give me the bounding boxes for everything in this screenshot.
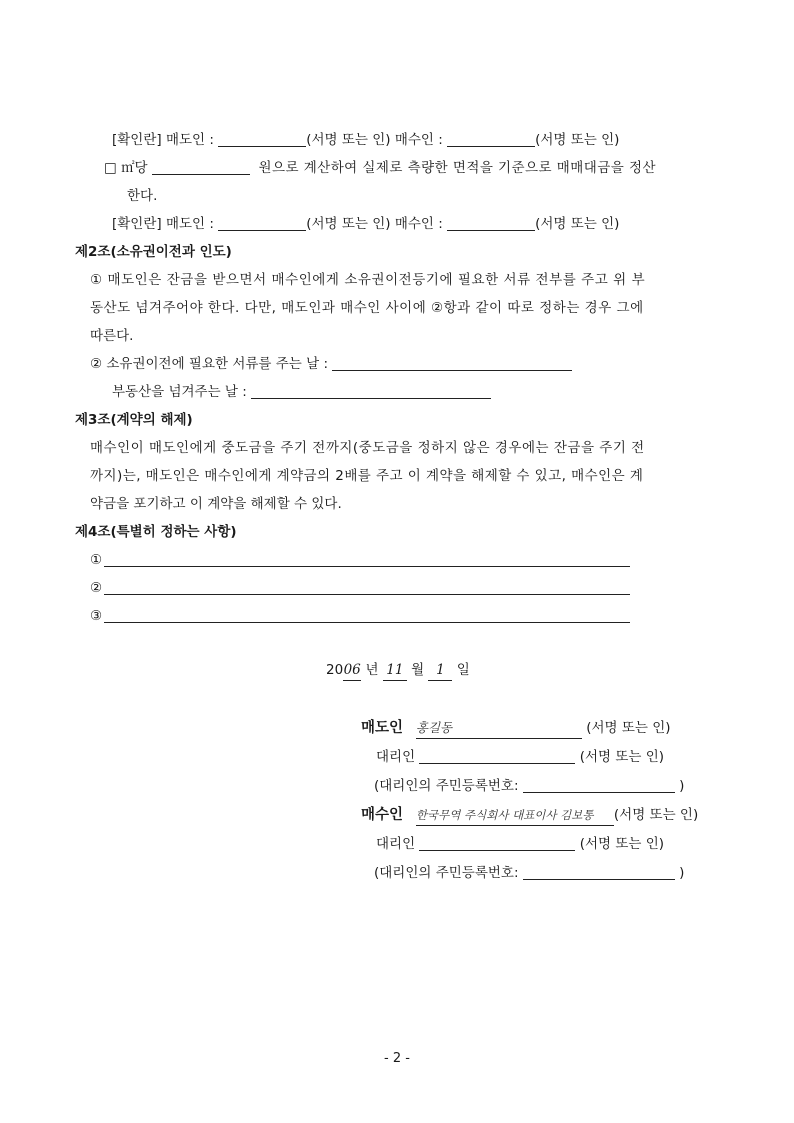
item-number: ① bbox=[90, 552, 103, 568]
area-option-text: 원으로 계산하여 실제로 측량한 면적을 기준으로 매매대금을 정산 bbox=[258, 160, 656, 176]
buyer-agent-id-label: (대리인의 주민등록번호: bbox=[374, 865, 519, 881]
buyer-confirm-blank[interactable] bbox=[447, 215, 535, 231]
article2-p2 bbox=[90, 354, 572, 374]
buyer-agent-id-blank[interactable] bbox=[523, 864, 675, 880]
buyer-agent-id-row bbox=[374, 863, 684, 883]
article2-p1-line2: 동산도 넘겨주어야 한다. 다만, 매도인과 매수인 사이에 ②항과 같이 따로 정하는 경우 그에 bbox=[90, 300, 644, 316]
confirm-row-1 bbox=[112, 130, 619, 150]
contract-date bbox=[326, 660, 470, 681]
year-prefix: 20 bbox=[326, 662, 344, 678]
seller-confirm-blank[interactable] bbox=[218, 131, 306, 147]
confirm-mid: (서명 또는 인) 매수인 : bbox=[306, 132, 443, 148]
special-item-blank[interactable] bbox=[104, 607, 630, 623]
day-value[interactable]: 1 bbox=[428, 660, 452, 681]
article3-line3: 약금을 포기하고 이 계약을 해제할 수 있다. bbox=[90, 496, 342, 512]
article2-title: 제2조(소유권이전과 인도) bbox=[75, 244, 232, 260]
month-value[interactable]: 11 bbox=[383, 660, 407, 681]
special-item-1 bbox=[90, 550, 630, 570]
day-unit: 일 bbox=[456, 662, 470, 678]
area-option-row bbox=[104, 158, 656, 178]
year-value[interactable]: 06 bbox=[343, 660, 361, 681]
seller-label: 매도인 bbox=[361, 720, 404, 736]
buyer-agent-sign: (서명 또는 인) bbox=[579, 836, 665, 852]
seller-agent-id-row bbox=[374, 776, 684, 796]
article2-p1-line3: 따른다. bbox=[90, 328, 134, 344]
page-number: - 2 - bbox=[384, 1051, 410, 1066]
unit-label: ㎡당 bbox=[121, 160, 148, 176]
year-unit: 년 bbox=[365, 662, 379, 678]
buyer-label: 매수인 bbox=[361, 807, 404, 823]
docs-date-blank[interactable] bbox=[332, 355, 572, 371]
seller-name[interactable]: 홍길동 bbox=[416, 718, 582, 739]
buyer-agent-blank[interactable] bbox=[419, 835, 575, 851]
seller-confirm-blank[interactable] bbox=[218, 215, 306, 231]
seller-sign: (서명 또는 인) bbox=[586, 720, 671, 736]
close-paren: ) bbox=[679, 865, 685, 881]
confirm-prefix: [확인란] 매도인 : bbox=[112, 132, 214, 148]
special-item-blank[interactable] bbox=[104, 579, 630, 595]
confirm-mid: (서명 또는 인) 매수인 : bbox=[306, 216, 443, 232]
buyer-agent-row bbox=[376, 834, 664, 854]
buyer-sign: (서명 또는 인) bbox=[613, 807, 699, 823]
item-number: ③ bbox=[90, 608, 103, 624]
close-paren: ) bbox=[679, 778, 685, 794]
checkbox-icon[interactable]: □ bbox=[104, 160, 117, 176]
handover-date-blank[interactable] bbox=[251, 383, 491, 399]
seller-agent-blank[interactable] bbox=[419, 748, 575, 764]
seller-agent-sign: (서명 또는 인) bbox=[579, 749, 665, 765]
seller-agent-id-blank[interactable] bbox=[523, 777, 675, 793]
docs-date-label: ② 소유권이전에 필요한 서류를 주는 날 : bbox=[90, 356, 329, 372]
article2-p1-line1: ① 매도인은 잔금을 받으면서 매수인에게 소유권이전등기에 필요한 서류 전부를 주고 위 부 bbox=[90, 272, 646, 288]
confirm-suffix: (서명 또는 인) bbox=[535, 216, 620, 232]
article3-line1: 매수인이 매도인에게 중도금을 주기 전까지(중도금을 정하지 않은 경우에는 잔금을 주기 전 bbox=[90, 440, 645, 456]
special-item-3 bbox=[90, 606, 630, 626]
unit-price-blank[interactable] bbox=[152, 159, 250, 175]
buyer-confirm-blank[interactable] bbox=[447, 131, 535, 147]
buyer-name[interactable]: 한국무역 주식회사 대표이사 김보통 bbox=[416, 805, 614, 826]
month-unit: 월 bbox=[411, 662, 425, 678]
seller-agent-label: 대리인 bbox=[376, 749, 416, 765]
article3-line2: 까지)는, 매도인은 매수인에게 계약금의 2배를 주고 이 계약을 해제할 수 있고, 매수인은 계 bbox=[90, 468, 644, 484]
article4-title: 제4조(특별히 정하는 사항) bbox=[75, 524, 237, 540]
item-number: ② bbox=[90, 580, 103, 596]
seller-row bbox=[361, 718, 671, 739]
buyer-row bbox=[361, 805, 698, 826]
article2-p3 bbox=[112, 382, 491, 402]
special-item-2 bbox=[90, 578, 630, 598]
handover-date-label: 부동산을 넘겨주는 날 : bbox=[112, 384, 247, 400]
article3-title: 제3조(계약의 해제) bbox=[75, 412, 193, 428]
area-option-cont: 한다. bbox=[127, 188, 158, 204]
confirm-suffix: (서명 또는 인) bbox=[535, 132, 620, 148]
seller-agent-row bbox=[376, 747, 664, 767]
confirm-row-2 bbox=[112, 214, 619, 234]
special-item-blank[interactable] bbox=[104, 551, 630, 567]
buyer-agent-label: 대리인 bbox=[376, 836, 416, 852]
confirm-prefix: [확인란] 매도인 : bbox=[112, 216, 214, 232]
seller-agent-id-label: (대리인의 주민등록번호: bbox=[374, 778, 519, 794]
